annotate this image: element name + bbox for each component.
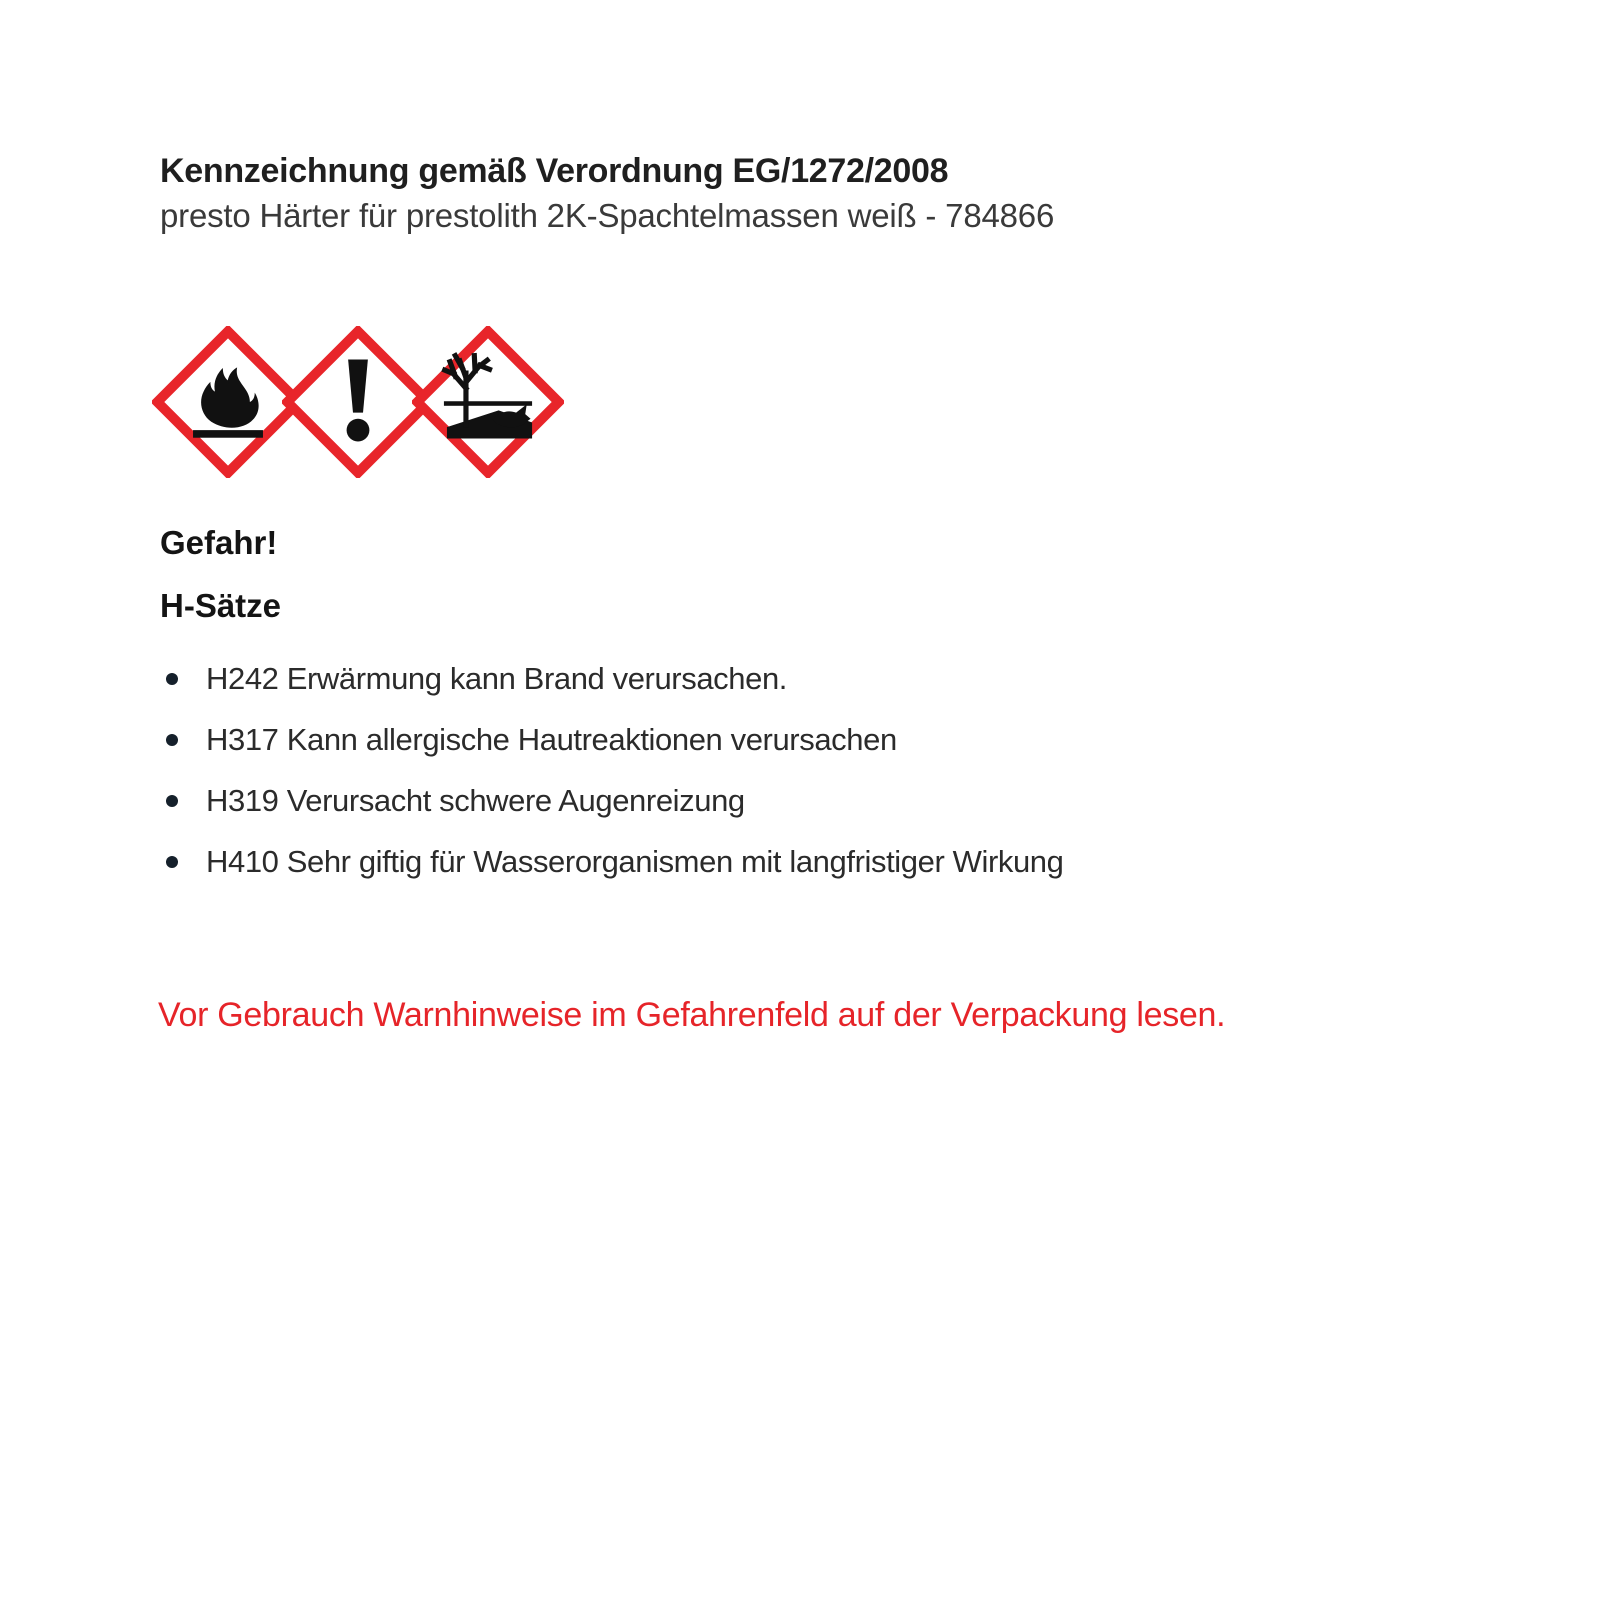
h-statement-item: H410 Sehr giftig für Wasserorganismen mit langfristiger Wirkung <box>160 831 1063 892</box>
h-statement-item: H319 Verursacht schwere Augenreizung <box>160 770 1063 831</box>
signal-word: Gefahr! <box>160 524 278 561</box>
h-statement-item: H242 Erwärmung kann Brand verursachen. <box>160 648 1063 709</box>
h-statements-list <box>160 648 1063 892</box>
h-statement-item: H317 Kann allergische Hautreaktionen verursachen <box>160 709 1063 770</box>
h-statements-heading: H-Sätze <box>160 587 282 624</box>
product-name: presto Härter für prestolith 2K-Spachtelmassen weiß - 784866 <box>160 197 1055 234</box>
ghs-pictogram-row <box>152 326 542 478</box>
page-title: Kennzeichnung gemäß Verordnung EG/1272/2008 <box>160 152 949 190</box>
environment-pictogram-icon <box>412 326 564 478</box>
packaging-warning-text: Vor Gebrauch Warnhinweise im Gefahrenfeld auf der Verpackung lesen. <box>158 996 1226 1034</box>
